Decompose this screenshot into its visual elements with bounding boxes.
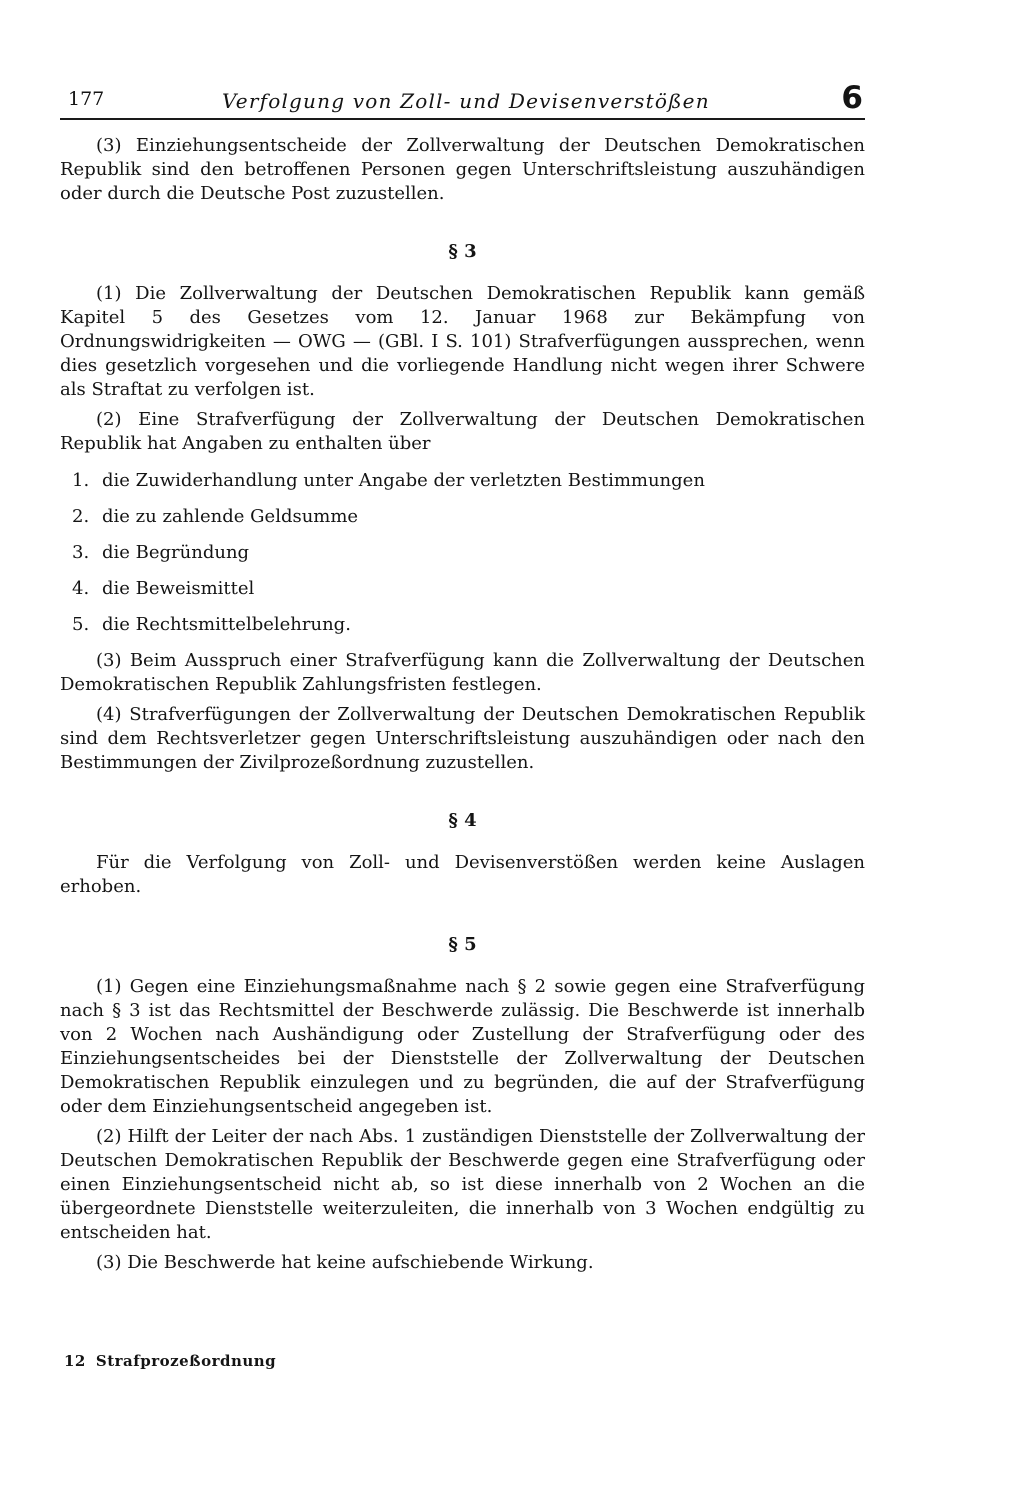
list-item-text: die Zuwiderhandlung unter Angabe der verletzten Bestimmungen [102, 470, 705, 491]
list-item [60, 571, 865, 607]
list-item [60, 607, 865, 643]
page-header [60, 78, 865, 120]
section-number: 6 [841, 80, 863, 116]
list-item-number: 2. [72, 506, 90, 527]
paragraph-5-1: (1) Gegen eine Einziehungsmaßnahme nach § 2 sowie gegen eine Strafverfügung nach § 3 ist das Rechtsmittel der Beschwerde zulässig. Die Beschwerde ist innerhalb von 2 Wochen nach Aushändigung oder Zustellung der Strafverfügung oder des Einziehungsentscheides bei der Dienststelle der Zollverwaltung der Deutschen Demokratischen Republik einzulegen und zu begründen, die auf der Strafverfügung oder dem Einziehungsentscheid angegeben ist. [60, 976, 865, 1117]
section-heading-5: § 5 [448, 934, 477, 955]
list-item-number: 1. [72, 470, 90, 491]
footer-signature: 12 [64, 1352, 86, 1370]
list-item-number: 5. [72, 614, 90, 635]
page-body [60, 134, 865, 1275]
paragraph-3-1: (1) Die Zollverwaltung der Deutschen Demokratischen Republik kann gemäß Kapitel 5 des Gesetzes vom 12. Januar 1968 zur Bekämpfung von Ordnungswidrigkeiten — OWG — (GBl. I S. 101) Strafverfügungen aussprechen, wenn dies gesetzlich vorgesehen und die vorliegende Handlung nicht wegen ihrer Schwere als Straftat zu verfolgen ist. [60, 283, 865, 400]
page-footer [64, 1352, 276, 1370]
enumerated-list [60, 463, 865, 643]
list-item [60, 463, 865, 499]
document-page [60, 78, 865, 1275]
paragraph-5-3: (3) Die Beschwerde hat keine aufschiebende Wirkung. [96, 1252, 594, 1273]
page-number: 177 [68, 88, 105, 110]
footer-title: Strafprozeßordnung [95, 1352, 277, 1370]
list-item [60, 535, 865, 571]
list-item-text: die Beweismittel [102, 578, 255, 599]
paragraph-3-4: (4) Strafverfügungen der Zollverwaltung der Deutschen Demokratischen Republik sind dem Rechtsverletzer gegen Unterschriftsleistung auszuhändigen oder nach den Bestimmungen der Zivilprozeßordnung zuzustellen. [60, 704, 865, 773]
list-item-text: die zu zahlende Geldsumme [102, 506, 359, 527]
paragraph-3-2: (2) Eine Strafverfügung der Zollverwaltung der Deutschen Demokratischen Republik hat Angaben zu enthalten über [60, 409, 865, 454]
list-item-text: die Begründung [102, 542, 250, 563]
paragraph-3-3: (3) Beim Ausspruch einer Strafverfügung kann die Zollverwaltung der Deutschen Demokratischen Republik Zahlungsfristen festlegen. [60, 650, 865, 695]
running-title: Verfolgung von Zoll- und Devisenverstößen [222, 89, 710, 113]
list-item-number: 3. [72, 542, 90, 563]
paragraph-4-1: Für die Verfolgung von Zoll- und Devisenverstößen werden keine Auslagen erhoben. [60, 852, 865, 897]
section-heading-4: § 4 [448, 810, 477, 831]
list-item-number: 4. [72, 578, 90, 599]
list-item-text: die Rechtsmittelbelehrung. [102, 614, 351, 635]
paragraph-5-2: (2) Hilft der Leiter der nach Abs. 1 zuständigen Dienststelle der Zollverwaltung der Deutschen Demokratischen Republik der Beschwerde gegen eine Strafverfügung oder einen Einziehungsentscheid nicht ab, so ist diese innerhalb von 2 Wochen an die übergeordnete Dienststelle weiterzuleiten, die innerhalb von 3 Wochen endgültig zu entscheiden hat. [60, 1126, 865, 1243]
paragraph-2-3: (3) Einziehungsentscheide der Zollverwaltung der Deutschen Demokratischen Republik sind den betroffenen Personen gegen Unterschriftsleistung auszuhändigen oder durch die Deutsche Post zuzustellen. [60, 135, 865, 204]
list-item [60, 499, 865, 535]
section-heading-3: § 3 [448, 241, 477, 262]
